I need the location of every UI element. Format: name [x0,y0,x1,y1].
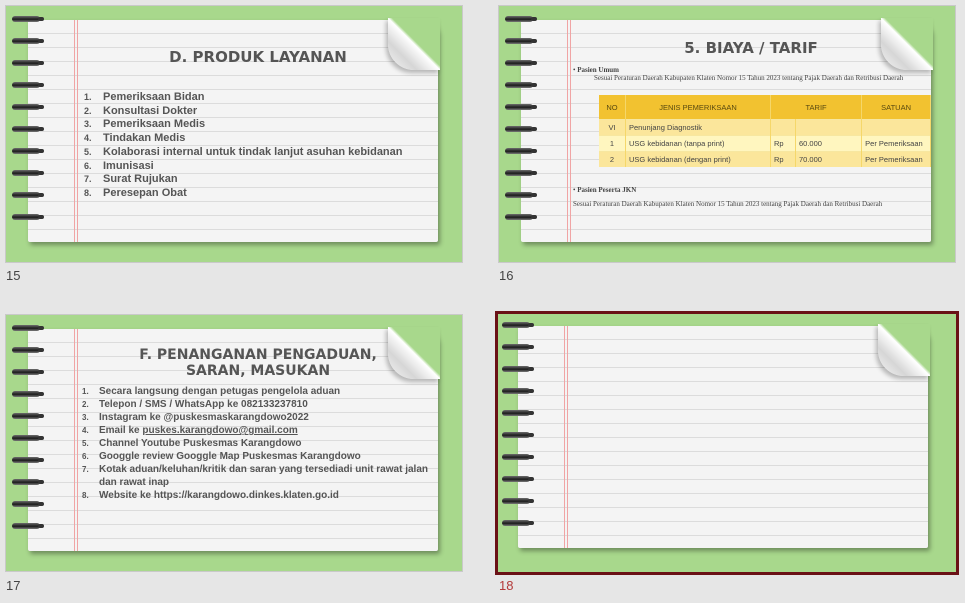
ring-icon [505,126,533,132]
slide-thumbnail-18[interactable] [495,311,959,575]
notebook-paper [28,329,438,551]
list-item: 5. Channel Youtube Puskesmas Karangdowo [82,438,302,449]
ring-icon [505,104,533,110]
ring-icon [12,104,40,110]
slide-number-15: 15 [6,268,21,283]
ring-icon [505,38,533,44]
ring-icon [12,170,40,176]
ring-icon [12,391,40,397]
ring-icon [502,410,530,416]
ring-icon [502,366,530,372]
ring-icon [12,325,40,331]
bullet-icon: • [573,186,576,194]
ring-icon [12,435,40,441]
notebook-paper [518,326,928,548]
list-item: 1. Secara langsung dengan petugas pengelola aduan [82,386,341,397]
table-row: 1 USG kebidanan (tanpa print) Rp 60.000 Per Pemeriksaan [599,136,931,152]
ring-icon [12,148,40,154]
list-item: 6. Imunisasi [84,159,154,172]
complaint-channel-list [82,385,432,502]
ring-icon [12,413,40,419]
slide-title: F. PENANGANAN PENGADUAN, SARAN, MASUKAN [139,347,377,379]
notebook-paper [521,20,931,242]
ring-icon [505,60,533,66]
slide-thumbnail-16[interactable] [498,5,956,263]
list-item: 4. Tindakan Medis [84,132,186,145]
margin-line [74,329,75,551]
ring-icon [12,214,40,220]
ring-icon [505,16,533,22]
ring-icon [505,148,533,154]
slide-number-16: 16 [499,268,514,283]
section-pasien-umum: • Pasien Umum Sesuai Peraturan Daerah Kabupaten Klaten Nomor 15 Tahun 2023 tentang Pajak Daerah dan Retribusi Daerah [573,66,904,82]
list-item: 8. Peresepan Obat [84,186,187,199]
spiral-binding-icon [12,325,42,535]
list-item: 1. Pemeriksaan Bidan [84,91,205,103]
table-row: 2 USG kebidanan (dengan print) Rp 70.000 Per Pemeriksaan [599,152,931,168]
ring-icon [12,82,40,88]
section-pasien-jkn: • Pasien Peserta JKN Sesuai Peraturan Daerah Kabupaten Klaten Nomor 15 Tahun 2023 tentang Pajak Daerah dan Retribusi Daerah [573,186,883,208]
ring-icon [505,214,533,220]
list-item: 7. Surat Rujukan [84,173,178,186]
ring-icon [12,192,40,198]
ring-icon [505,82,533,88]
ring-icon [12,347,40,353]
ring-icon [502,476,530,482]
page-curl-icon [878,324,930,376]
margin-line [567,20,568,242]
ring-icon [12,501,40,507]
list-item: 2. Konsultasi Dokter [84,104,198,117]
email-link[interactable]: puskes.karangdowo@gmail.com [142,425,298,436]
ring-icon [12,369,40,375]
ring-icon [502,344,530,350]
bullet-icon: • [573,66,576,74]
slide-number-18: 18 [499,578,514,593]
spiral-binding-icon [502,322,532,532]
list-item: 7. Kotak aduan/keluhan/kritik dan saran yang tersediadi unit rawat jalan dan rawat inap [82,464,428,488]
slide-number-17: 17 [6,578,21,593]
tarif-table [599,95,931,167]
table-header: JENIS PEMERIKSAAN [626,95,771,120]
notebook-paper [28,20,438,242]
ring-icon [12,126,40,132]
list-item: 4. Email ke puskes.karangdowo@gmail.com [82,425,298,436]
ring-icon [502,454,530,460]
slide-thumbnail-15[interactable] [5,5,463,263]
table-header: NO [599,95,626,120]
ring-icon [505,170,533,176]
ring-icon [12,60,40,66]
ring-icon [12,523,40,529]
table-row: VI Penunjang Diagnostik [599,120,931,136]
ring-icon [502,432,530,438]
list-item: 5. Kolaborasi internal untuk tindak lanjut asuhan kebidanan [84,145,403,158]
ring-icon [12,38,40,44]
spiral-binding-icon [12,16,42,226]
ring-icon [502,520,530,526]
ring-icon [12,479,40,485]
ring-icon [12,16,40,22]
slide-title: 5. BIAYA / TARIF [684,39,818,57]
slide-title: D. PRODUK LAYANAN [169,48,347,66]
margin-line [74,20,75,242]
table-header: TARIF [771,95,862,120]
slide-thumbnail-17[interactable] [5,314,463,572]
spiral-binding-icon [505,16,535,226]
service-list [84,91,403,201]
ring-icon [502,322,530,328]
table-header: SATUAN [862,95,931,120]
margin-line [564,326,565,548]
list-item: 3. Instagram ke @puskesmaskarangdowo2022 [82,412,309,423]
ring-icon [12,457,40,463]
margin-line [567,326,568,548]
ring-icon [502,388,530,394]
ring-icon [502,498,530,504]
list-item: 8. Website ke https://karangdowo.dinkes.klaten.go.id [82,490,339,501]
list-item: 6. Googgle review Googgle Map Puskesmas Karangdowo [82,451,361,462]
list-item: 3. Pemeriksaan Medis [84,118,206,131]
list-item: 2. Telepon / SMS / WhatsApp ke 082133237810 [82,399,308,410]
ring-icon [505,192,533,198]
